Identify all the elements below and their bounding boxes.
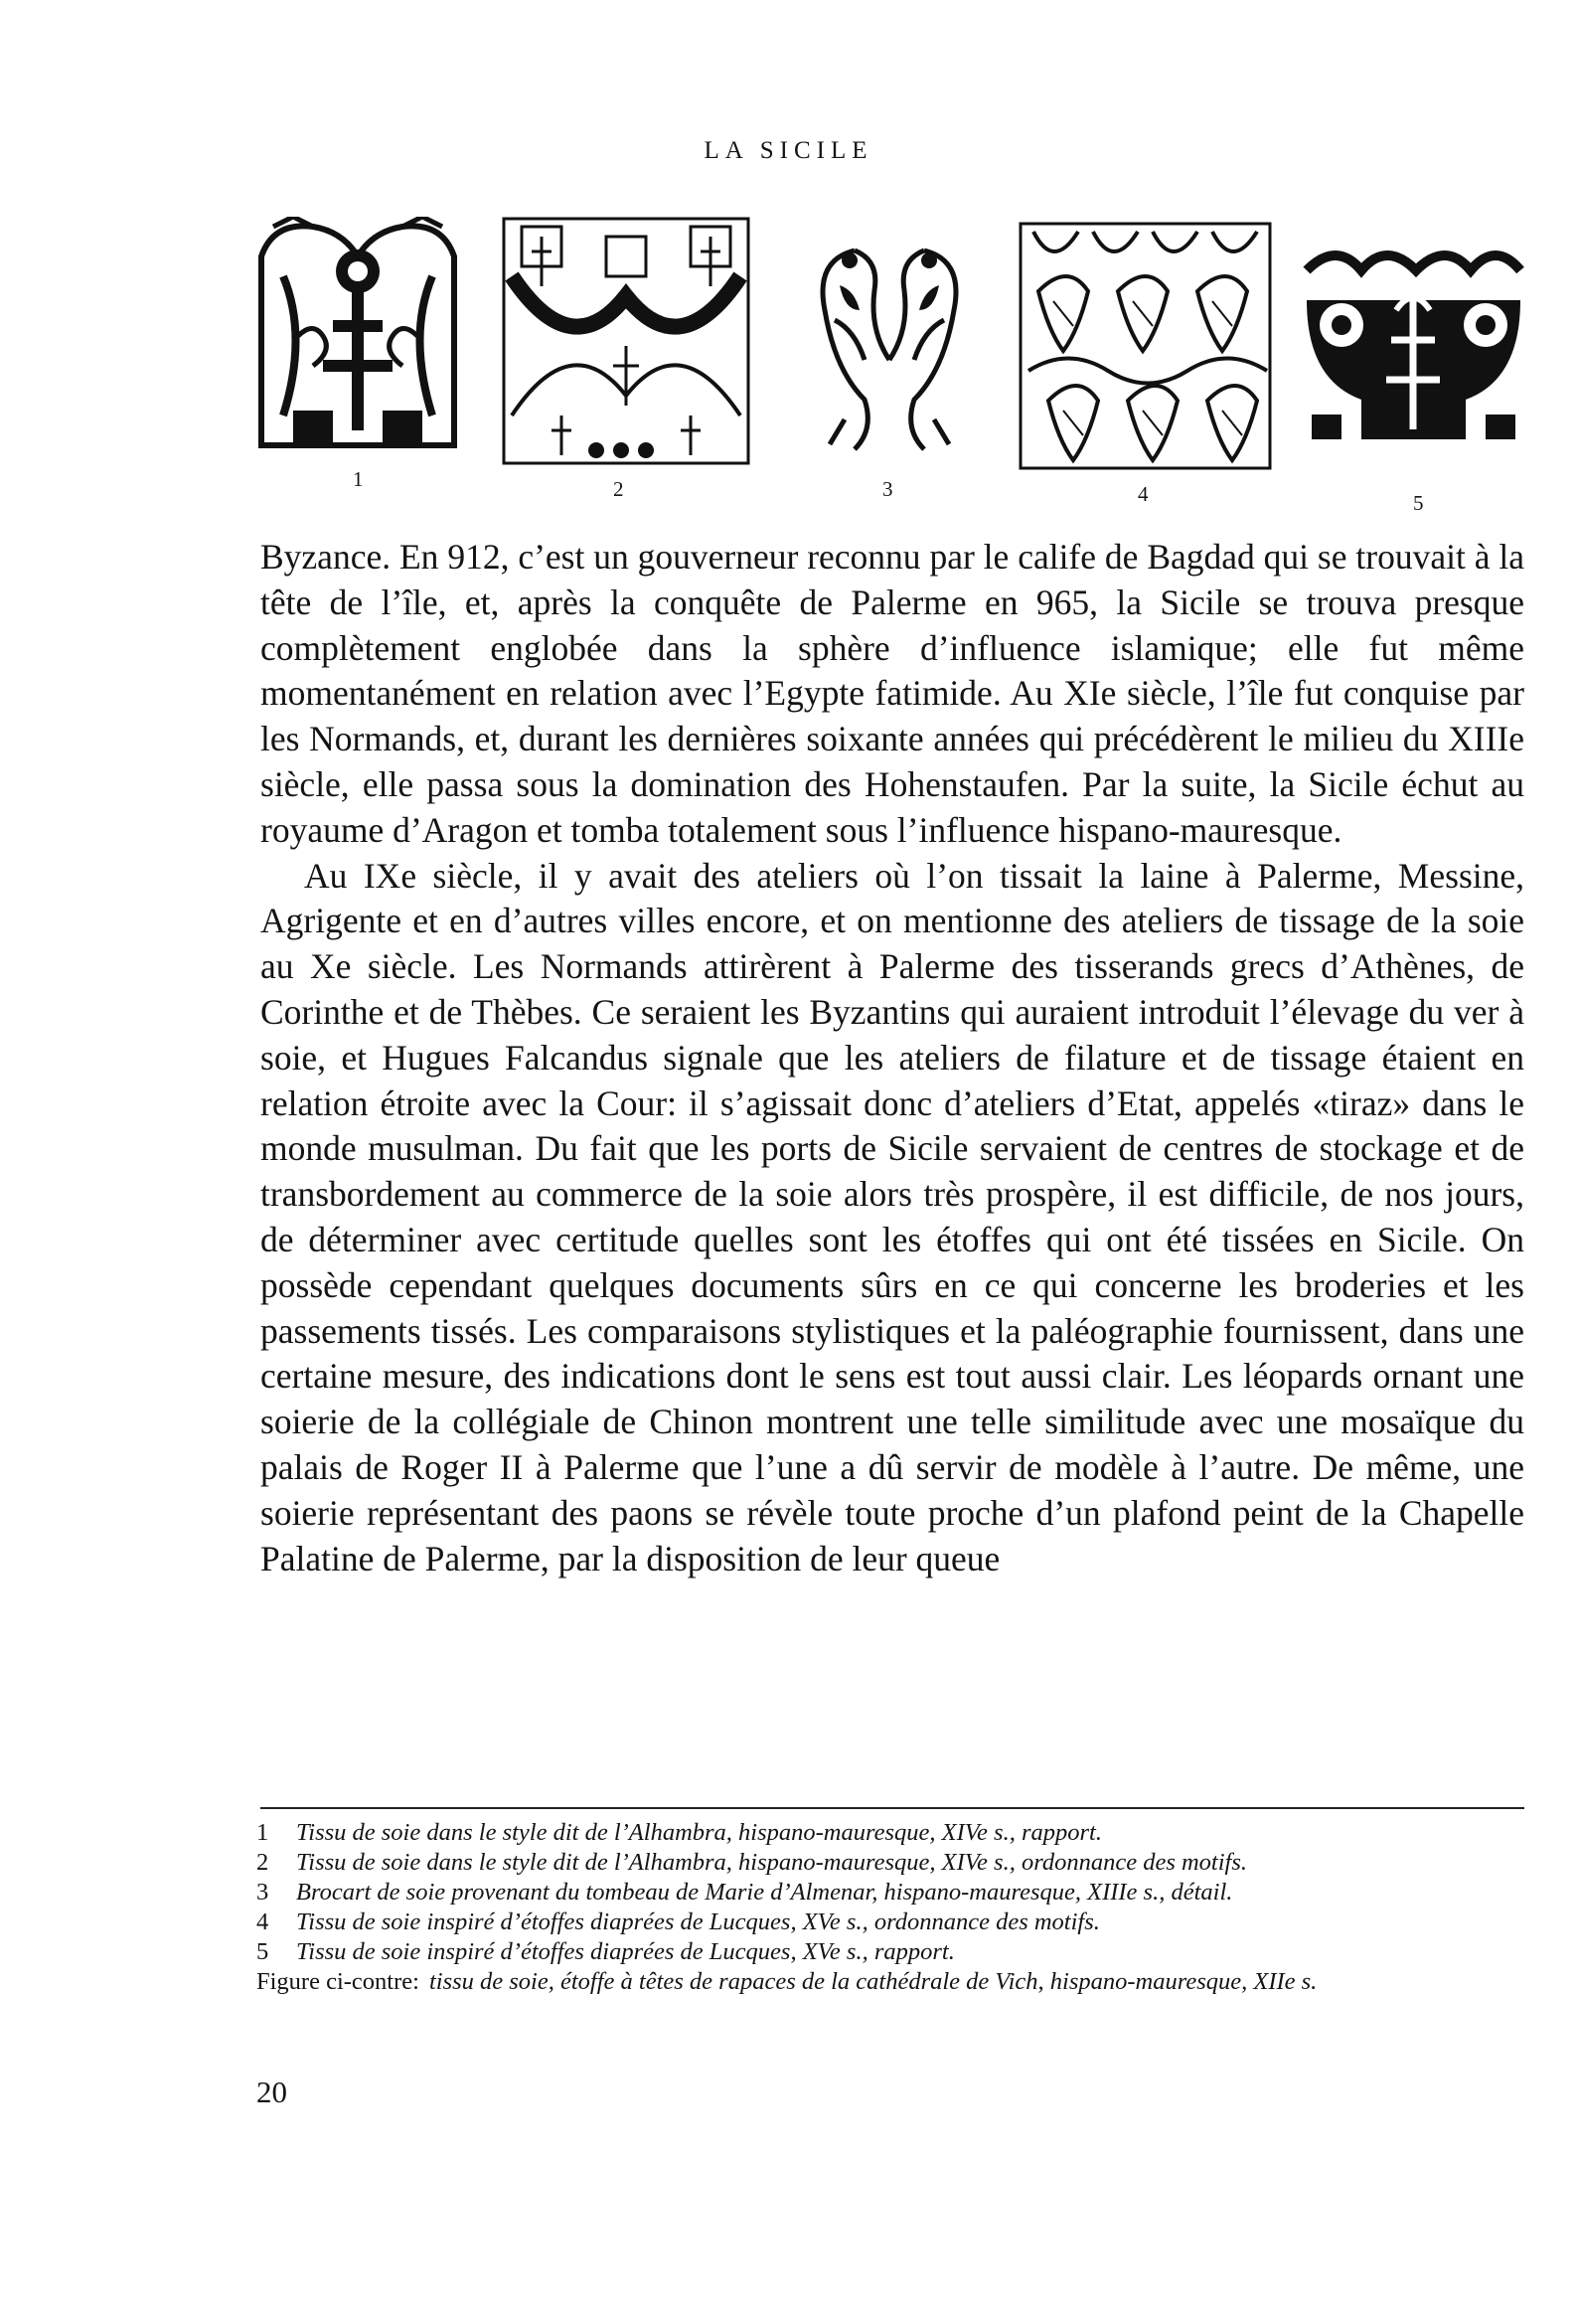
figure-5 — [1302, 241, 1525, 515]
figure-1 — [253, 217, 462, 491]
caption-number: 3 — [256, 1879, 269, 1906]
figure-captions — [256, 1819, 1524, 1995]
lucca-palmette-icon — [1302, 241, 1525, 454]
lucca-heart-pattern-icon — [1019, 222, 1272, 470]
caption-text: Tissu de soie dans le style dit de l’Alhambra, hispano-mauresque, XIVe s., rapport. — [296, 1819, 1102, 1846]
figure-number: 1 — [353, 467, 364, 491]
body-text — [260, 535, 1524, 1581]
caption-item — [256, 1909, 1524, 1935]
caption-text: tissu de soie, étoffe à têtes de rapaces de la cathédrale de Vich, hispano-mauresque, XIIe s. — [428, 1968, 1318, 1995]
caption-item — [256, 1849, 1524, 1876]
caption-number: 2 — [256, 1849, 269, 1876]
alhambra-motif-1-icon — [253, 217, 462, 455]
footnote-rule — [260, 1807, 1524, 1809]
caption-number: 5 — [256, 1938, 269, 1965]
caption-item — [256, 1938, 1524, 1965]
caption-number: 1 — [256, 1819, 269, 1846]
caption-item — [256, 1879, 1524, 1906]
paragraph: Au IXe siècle, il y avait des ateliers où l’on tissait la laine à Palerme, Messine, Agrigente et en d’autres villes encore, et on mentionne des ateliers de tissage de la soie au Xe siècle. Les Normands attirèrent à Palerme des tisserands grecs d’Athènes, de Corinthe et de Thèbes. Ce seraient les Byzantins qui auraient introduit l’élevage du ver à soie, et Hugues Falcandus signale que les ateliers de filature et de tissage étaient en relation étroite avec la Cour: il s’agissait donc d’ateliers d’Etat, appelés «tiraz» dans le monde musulman. Du fait que les ports de Sicile servaient de centres de stockage et de transbordement au commerce de la soie alors très prospère, il est difficile, de nos jours, de déterminer avec certitude quelles sont les étoffes qui ont été tissées en Sicile. On possède cependant quelques documents sûrs en ce qui concerne les broderies et les passements tissés. Les comparaisons stylistiques et la paléographie fournissent, dans une certaine mesure, des indications dont le sens est tout aussi clair. Les léopards ornant une soierie de la collégiale de Chinon montrent une telle similitude avec une mosaïque du palais de Roger II à Palerme que l’une a dû servir de modèle à l’autre. De même, une soierie représentant des paons se révèle toute proche d’un plafond peint de la Chapelle Palatine de Palerme, par la disposition de leur queue — [260, 855, 1524, 1578]
figure-number: 2 — [613, 477, 624, 501]
caption-text: Tissu de soie inspiré d’étoffes diaprées de Lucques, XVe s., rapport. — [296, 1938, 955, 1965]
figure-number: 4 — [1138, 482, 1149, 506]
figure-number: 5 — [1413, 491, 1424, 515]
running-head: LA SICILE — [704, 137, 873, 164]
alhambra-lattice-icon — [502, 217, 750, 465]
page-number: 20 — [256, 2075, 287, 2109]
paragraph: Byzance. En 912, c’est un gouverneur reconnu par le calife de Bagdad qui se trouvait à la tête de l’île, et, après la conquête de Palerme en 965, la Sicile se trouva presque complètement englobée dans la sphère d’influence islamique; elle fut même momentanément en relation avec l’Egypte fatimide. Au XIe siècle, l’île fut conquise par les Normands, et, durant les dernières soixante années qui précédèrent le milieu du XIIIe siècle, elle passa sous la domination des Hohenstaufen. Par la suite, la Sicile échut au royaume d’Aragon et tomba totalement sous l’influence hispano-mauresque. — [260, 537, 1524, 850]
figure-number: 3 — [882, 477, 893, 501]
caption-number: 4 — [256, 1909, 269, 1935]
caption-text: Brocart de soie provenant du tombeau de Marie d’Almenar, hispano-mauresque, XIIIe s., détail. — [296, 1879, 1233, 1906]
caption-text: Tissu de soie inspiré d’étoffes diaprées de Lucques, XVe s., ordonnance des motifs. — [296, 1909, 1100, 1935]
addorsed-birds-icon — [795, 231, 984, 459]
figure-2 — [502, 217, 750, 501]
caption-item — [256, 1968, 1524, 1995]
caption-text: Tissu de soie dans le style dit de l’Alhambra, hispano-mauresque, XIVe s., ordonnance des motifs. — [296, 1849, 1247, 1876]
caption-item — [256, 1819, 1524, 1846]
figure-3 — [795, 231, 984, 501]
figure-4 — [1019, 222, 1272, 506]
caption-number: Figure ci-contre: — [256, 1968, 419, 1995]
